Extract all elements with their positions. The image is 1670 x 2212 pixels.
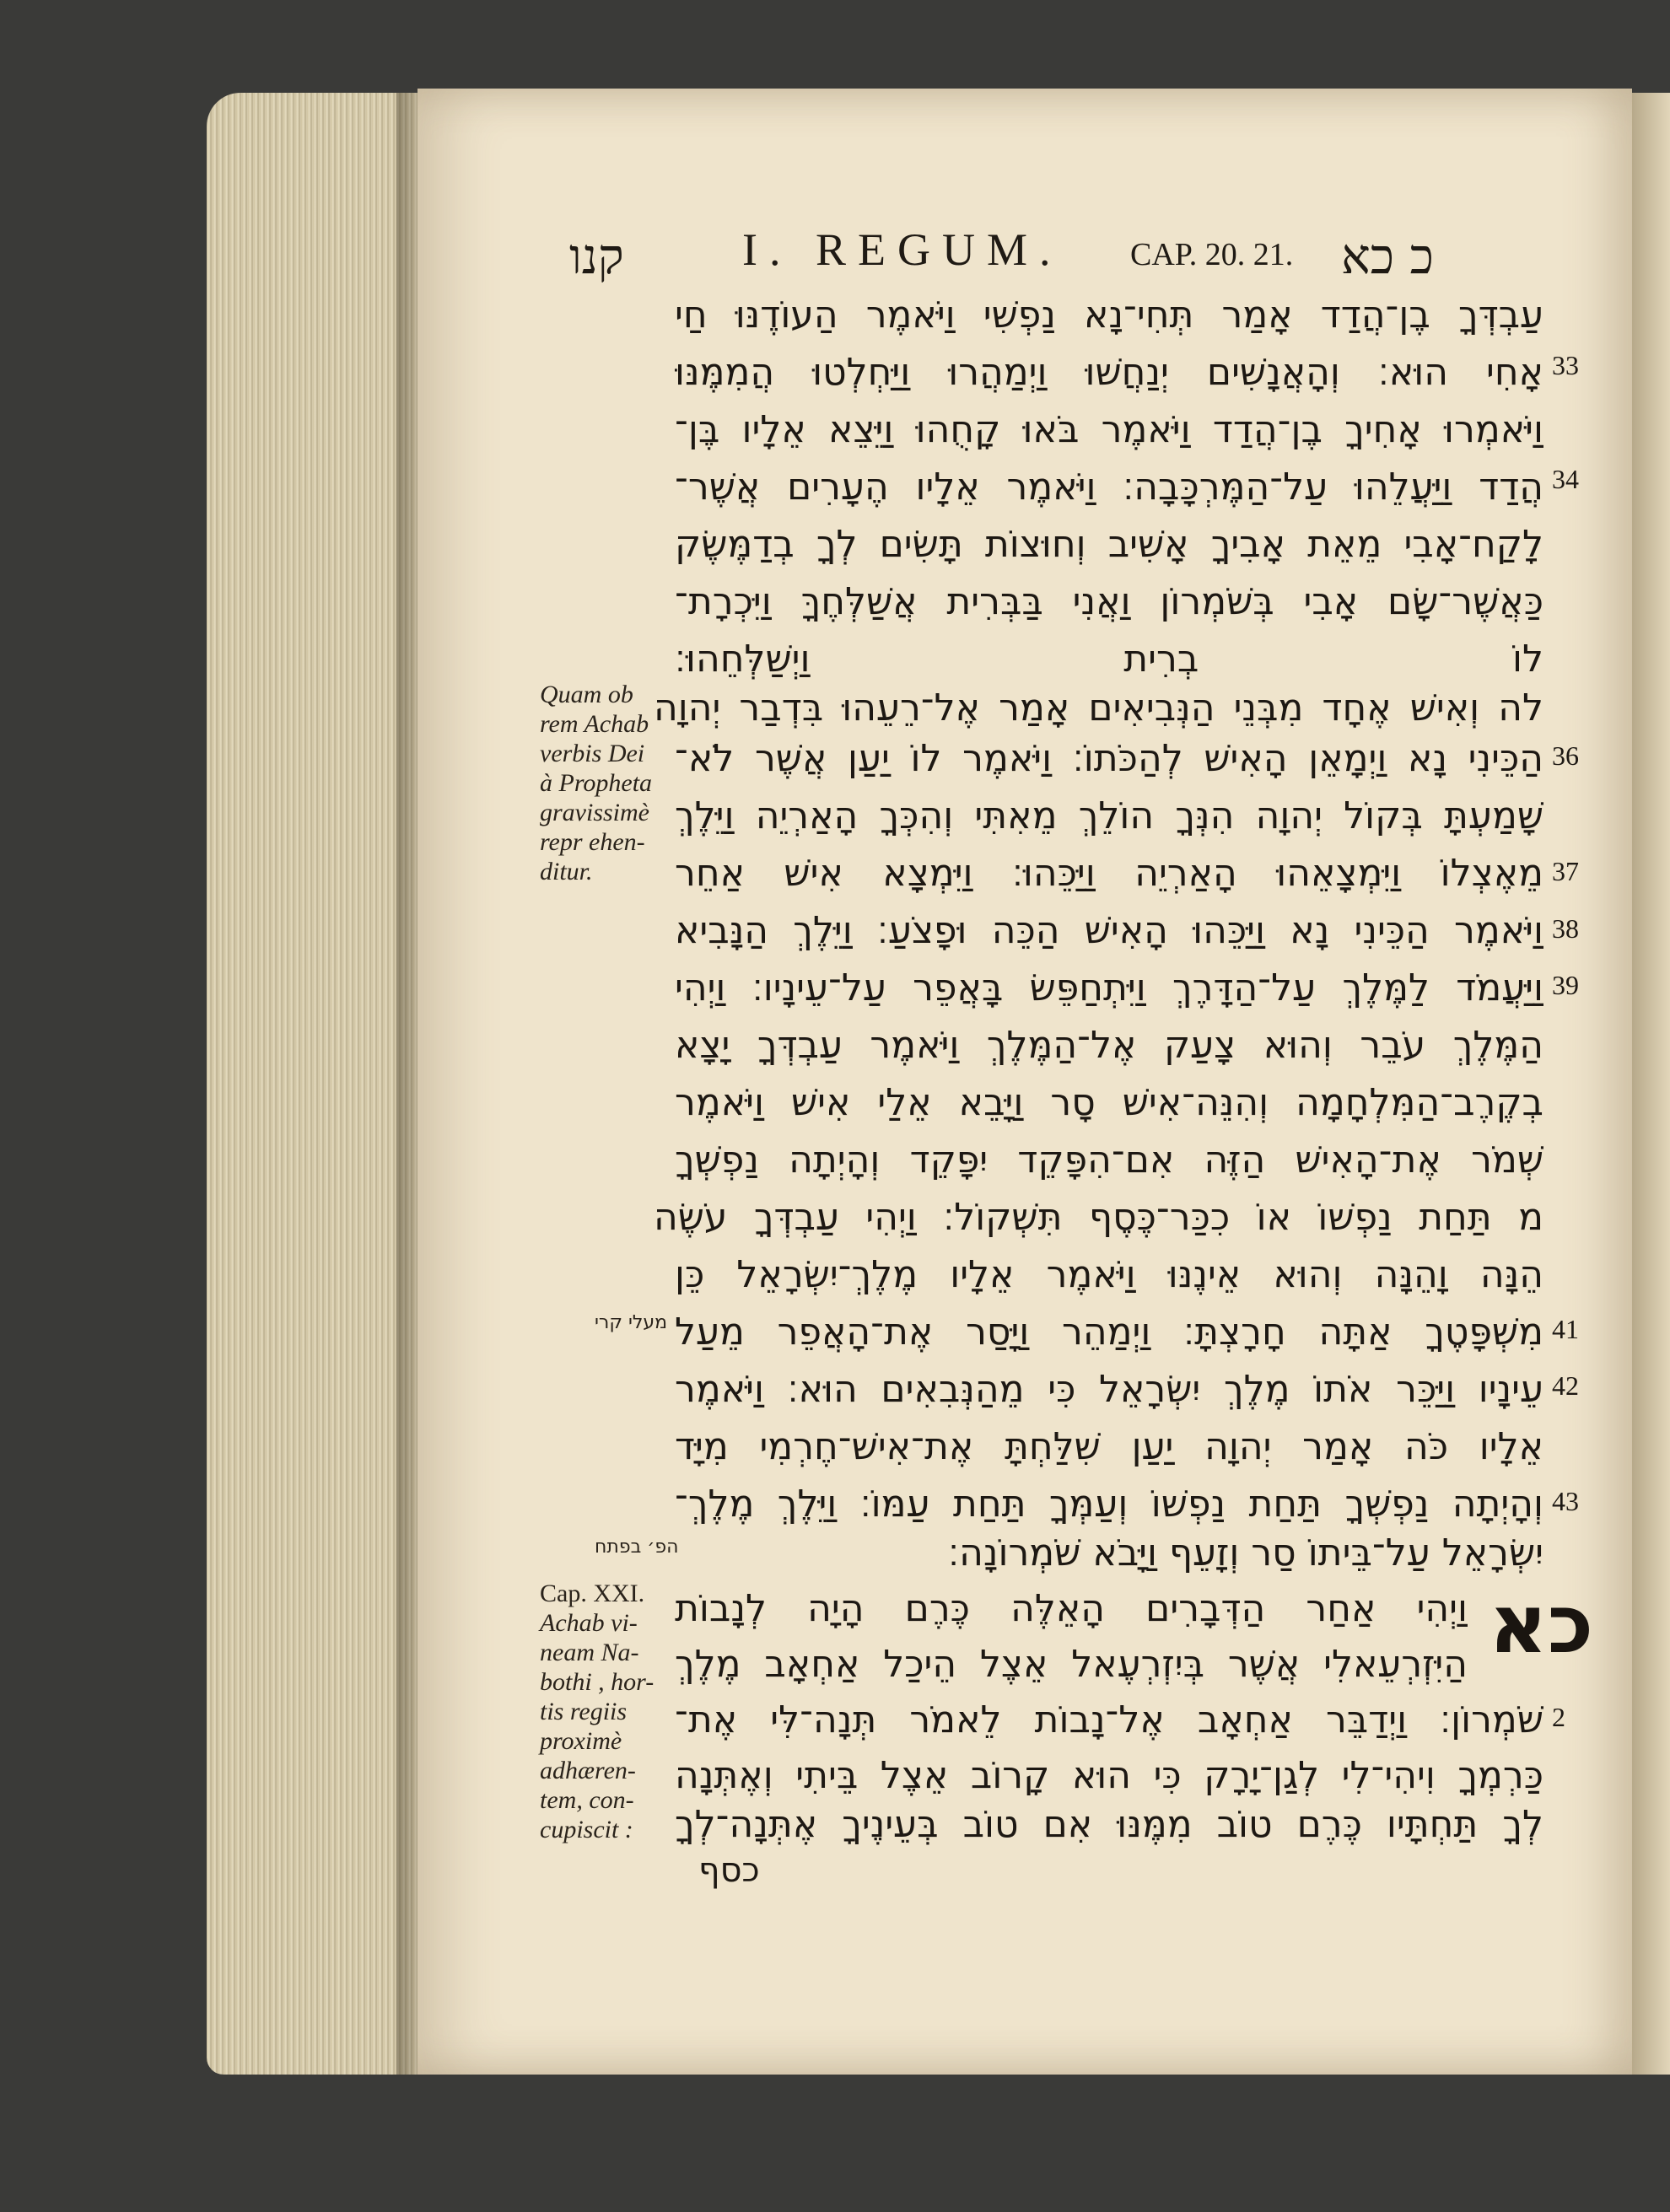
keri-note: מעלי קרי	[595, 1312, 668, 1333]
margin-note-line: gravissimè	[540, 799, 649, 826]
verse-number: 37	[1552, 856, 1579, 886]
verse-number: 39	[1552, 970, 1579, 1000]
text-line: וַיְהִי אַחַר הַדְּבָרִים הָאֵלֶּה כֶּרֶם הָיָה לְנָבוֹת	[675, 1587, 1468, 1630]
margin-note-line: adhæren-	[540, 1757, 636, 1784]
facing-page-edge	[1632, 93, 1670, 2075]
text-line: כַּרְמְךָ וִיהִי־לִי לְגַן־יָרָק כִּי הוּא קָרוֹב אֵצֶל בֵּיתִי וְאֶתְּנָה	[675, 1754, 1543, 1797]
text-line: הַיִּזְרְעֵאלִי אֲשֶׁר בְּיִזְרְעֶאל אֵצֶל הֵיכַל אַחְאָב מֶלֶךְ	[675, 1643, 1468, 1686]
margin-note-line: tis regiis	[540, 1698, 628, 1725]
text-line: לְךָ תַּחְתָּיו כֶּרֶם טוֹב מִמֶּנּוּ אִם טוֹב בְּעֵינֶיךָ אֶתְּנָה־לְךָ	[675, 1803, 1543, 1846]
margin-note-line: à Propheta	[540, 769, 653, 797]
margin-note-line: neam Na-	[540, 1639, 639, 1666]
verse-number: 2	[1552, 1702, 1565, 1732]
text-line: שָׁמַעְתָּ בְּקוֹל יְהוָה הִנְּךָ הוֹלֵךְ מֵאִתִּי וְהִכְּךָ הָאַרְיֵה וַיֵּלֶךְ	[675, 794, 1543, 837]
text-line: מ תַּחַת נַפְשׁוֹ אוֹ כִכַּר־כֶּסֶף תִּשְׁקוֹל׃ וַיְהִי עַבְדְּךָ עֹשֶׂה	[654, 1196, 1543, 1239]
margin-note-chapter	[540, 1579, 692, 1844]
text-line: מִשְׁפָּטֶךָ אַתָּה חָרָצְתָּ׃ וַיְמַהֵר וַיָּסַר אֶת־הָאֲפֵר מֵעַל	[675, 1311, 1543, 1354]
margin-note-line: tem, con-	[540, 1786, 634, 1814]
catchword: כסף	[698, 1851, 760, 1890]
text-line: הֵנָּה וָהֵנָּה וְהוּא אֵינֶנּוּ וַיֹּאמֶר אֵלָיו מֶלֶךְ־יִשְׂרָאֵל כֵּן	[675, 1253, 1543, 1296]
margin-note-achab	[540, 680, 692, 886]
verse-number: 43	[1552, 1486, 1579, 1516]
text-line: כַּאֲשֶׁר־שָׂם אָבִי בְּשֹׁמְרוֹן וַאֲנִי בַּבְּרִית אֲשַׁלְּחֶךָּ וַיִּכְרָת־	[675, 580, 1543, 623]
text-line: שֹׁמְרוֹן׃ וַיְדַבֵּר אַחְאָב אֶל־נָבוֹת לֵאמֹר תְּנָה־לִּי אֶת־	[675, 1698, 1543, 1741]
text-line: לָקַח־אָבִי מֵאֵת אָבִיךָ אָשִׁיב וְחוּצוֹת תָּשִׂים לְךָ בְדַמֶּשֶׂק	[675, 523, 1543, 566]
margin-note-line: Cap. XXI.	[540, 1580, 645, 1607]
page-number-hebrew: קנו	[569, 228, 624, 285]
chapter-latin: CAP. 20. 21.	[1130, 237, 1294, 272]
margin-note-line: cupiscit :	[540, 1816, 633, 1843]
text-line: וַיֹּאמֶר הַכֵּינִי נָא וַיַּכֵּהוּ הָאִישׁ הַכֵּה וּפָצֹעַ׃ וַיֵּלֶךְ הַנָּבִיא	[675, 909, 1543, 952]
petucha-note: הפ׳ בפתח	[595, 1537, 679, 1558]
margin-note-line: bothi , hor-	[540, 1668, 655, 1696]
verse-number: 42	[1552, 1370, 1579, 1401]
margin-note-line: Quam ob	[540, 681, 633, 708]
text-line: לה וְאִישׁ אֶחָד מִבְּנֵי הַנְּבִיאִים אָמַר אֶל־רֵעֵהוּ בִּדְבַר יְהוָה	[654, 686, 1543, 729]
text-line: וַיַּעֲמֹד לַמֶּלֶךְ עַל־הַדָּרֶךְ וַיִּתְחַפֵּשׂ בָּאֲפֵר עַל־עֵינָיו׃ וַיְהִי	[675, 966, 1543, 1009]
text-line: הֲדַד וַיַּעֲלֵהוּ עַל־הַמֶּרְכָּבָה׃ וַיֹּאמֶר אֵלָיו הֶעָרִים אֲשֶׁר־	[675, 466, 1543, 509]
text-line: הַמֶּלֶךְ עֹבֵר וְהוּא צָעַק אֶל־הַמֶּלֶךְ וַיֹּאמֶר עַבְדְּךָ יָצָא	[675, 1024, 1543, 1067]
chapter-hebrew: כ כא	[1341, 228, 1434, 285]
margin-note-line: proximè	[540, 1727, 622, 1755]
margin-note-line: verbis Dei	[540, 740, 645, 767]
margin-note-line: ditur.	[540, 858, 593, 885]
text-line: עַבְדְּךָ בֶן־הֲדַד אָמַר תְּחִי־נָא נַפְשִׁי וַיֹּאמֶר הַעוֹדֶנּוּ חַי	[675, 293, 1543, 336]
margin-note-line: Achab vi-	[540, 1609, 638, 1637]
book-page-edges	[207, 93, 426, 2075]
text-line: יִשְׂרָאֵל עַל־בֵּיתוֹ סַר וְזָעֵף וַיָּבֹא שֹׁמְרוֹנָה׃	[948, 1531, 1543, 1574]
text-line: אֵלָיו כֹּה אָמַר יְהוָה יַעַן שִׁלַּחְתָּ אֶת־אִישׁ־חֶרְמִי מִיָּד	[675, 1425, 1543, 1468]
verse-number: 38	[1552, 913, 1579, 944]
running-title: I. REGUM.	[742, 224, 1063, 275]
text-line: בְקֶרֶב־הַמִּלְחָמָה וְהִנֵּה־אִישׁ סָר וַיָּבֵא אֵלַי אִישׁ וַיֹּאמֶר	[675, 1081, 1543, 1124]
margin-note-line: rem Achab	[540, 710, 649, 738]
text-line: מֵאֶצְלוֹ וַיִּמְצָאֵהוּ הָאַרְיֵה וַיַּכֵּהוּ׃ וַיִּמְצָא אִישׁ אַחֵר	[675, 852, 1543, 895]
verse-number: 34	[1552, 464, 1579, 494]
text-line: וַיֹּאמְרוּ אָחִיךָ בֶן־הֲדַד וַיֹּאמֶר בֹּאוּ קָחֻהוּ וַיֵּצֵא אֵלָיו בֶּן־	[675, 408, 1543, 451]
text-line: שְׁמֹר אֶת־הָאִישׁ הַזֶּה אִם־הִפָּקֵד יִפָּקֵד וְהָיְתָה נַפְשְׁךָ	[675, 1138, 1543, 1181]
margin-note-line: repr ehen-	[540, 828, 645, 856]
text-line: לוֹ בְרִית וַיְשַׁלְּחֵהוּ׃	[675, 638, 1543, 681]
text-line: הַכֵּינִי נָא וַיְמָאֵן הָאִישׁ לְהַכֹּתוֹ׃ וַיֹּאמֶר לוֹ יַעַן אֲשֶׁר לֹא־	[675, 737, 1543, 780]
verse-number: 41	[1552, 1314, 1579, 1344]
chapter-heading-hebrew: כא	[1489, 1577, 1594, 1671]
text-line: אָחִי הוּא׃ וְהָאֲנָשִׁים יְנַחֲשׁוּ וַיְמַהֲרוּ וַיַּחְלְטוּ הֲמִמֶּנּוּ	[675, 351, 1543, 394]
verse-number: 36	[1552, 740, 1579, 771]
verse-number: 33	[1552, 350, 1579, 380]
text-line: וְהָיְתָה נַפְשְׁךָ תַּחַת נַפְשׁוֹ וְעַמְּךָ תַּחַת עַמּוֹ׃ וַיֵּלֶךְ מֶלֶךְ־	[675, 1483, 1543, 1526]
text-line: עֵינָיו וַיַּכֵּר אֹתוֹ מֶלֶךְ יִשְׂרָאֵל כִּי מֵהַנְּבִאִים הוּא׃ וַיֹּאמֶר	[675, 1368, 1543, 1411]
